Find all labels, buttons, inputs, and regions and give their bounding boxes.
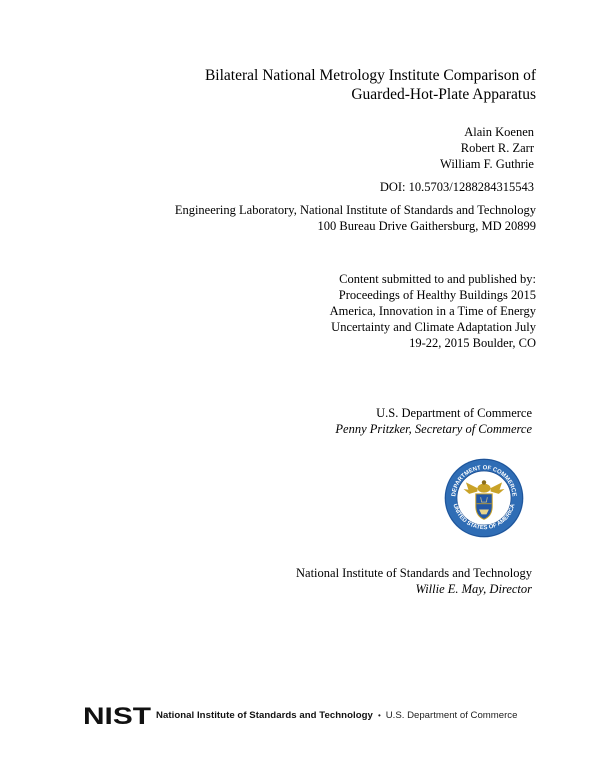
seal-shield-icon xyxy=(476,494,492,519)
department-name: U.S. Department of Commerce xyxy=(376,406,532,420)
department-of-commerce-seal-icon xyxy=(443,457,525,539)
footer-department: U.S. Department of Commerce xyxy=(385,709,518,721)
doi-text xyxy=(380,179,534,195)
seal-top-text: DEPARTMENT OF COMMERCE xyxy=(451,465,517,497)
submission-note xyxy=(330,271,536,351)
footer xyxy=(83,701,517,729)
affiliation-organization: Engineering Laboratory, National Institute of Standards and Technology xyxy=(174,203,536,217)
author-name: William F. Guthrie xyxy=(440,157,534,171)
author-name: Robert R. Zarr xyxy=(460,141,534,155)
title-line-1: Bilateral National Metrology Institute Comparison of xyxy=(204,67,536,84)
affiliation xyxy=(175,202,536,234)
author-name: Alain Koenen xyxy=(464,125,534,139)
affiliation-address: 100 Bureau Drive Gaithersburg, MD 20899 xyxy=(317,219,536,233)
doi-value: DOI: 10.5703/1288284315543 xyxy=(379,180,534,194)
director-name: Willie E. May, Director xyxy=(415,582,532,596)
footer-separator: • xyxy=(377,710,381,720)
document-title xyxy=(205,66,536,104)
nist-logo-text: NIST xyxy=(83,704,151,726)
submission-line: Uncertainty and Climate Adaptation July xyxy=(331,320,536,334)
nist-logo-icon xyxy=(83,704,151,726)
submission-line: Content submitted to and published by: xyxy=(339,272,536,286)
nist-block xyxy=(296,565,532,597)
seal-bottom-text: UNITED STATES OF AMERICA xyxy=(451,503,517,532)
submission-line: 19-22, 2015 Boulder, CO xyxy=(409,336,536,350)
submission-line: Proceedings of Healthy Buildings 2015 xyxy=(338,288,536,302)
commerce-block xyxy=(335,405,532,437)
agency-name: National Institute of Standards and Technology xyxy=(296,566,532,580)
secretary-name: Penny Pritzker, Secretary of Commerce xyxy=(335,422,532,436)
author-list xyxy=(440,124,534,172)
footer-institute: National Institute of Standards and Technology xyxy=(156,709,373,721)
submission-line: America, Innovation in a Time of Energy xyxy=(329,304,536,318)
title-line-2: Guarded-Hot-Plate Apparatus xyxy=(351,86,536,103)
